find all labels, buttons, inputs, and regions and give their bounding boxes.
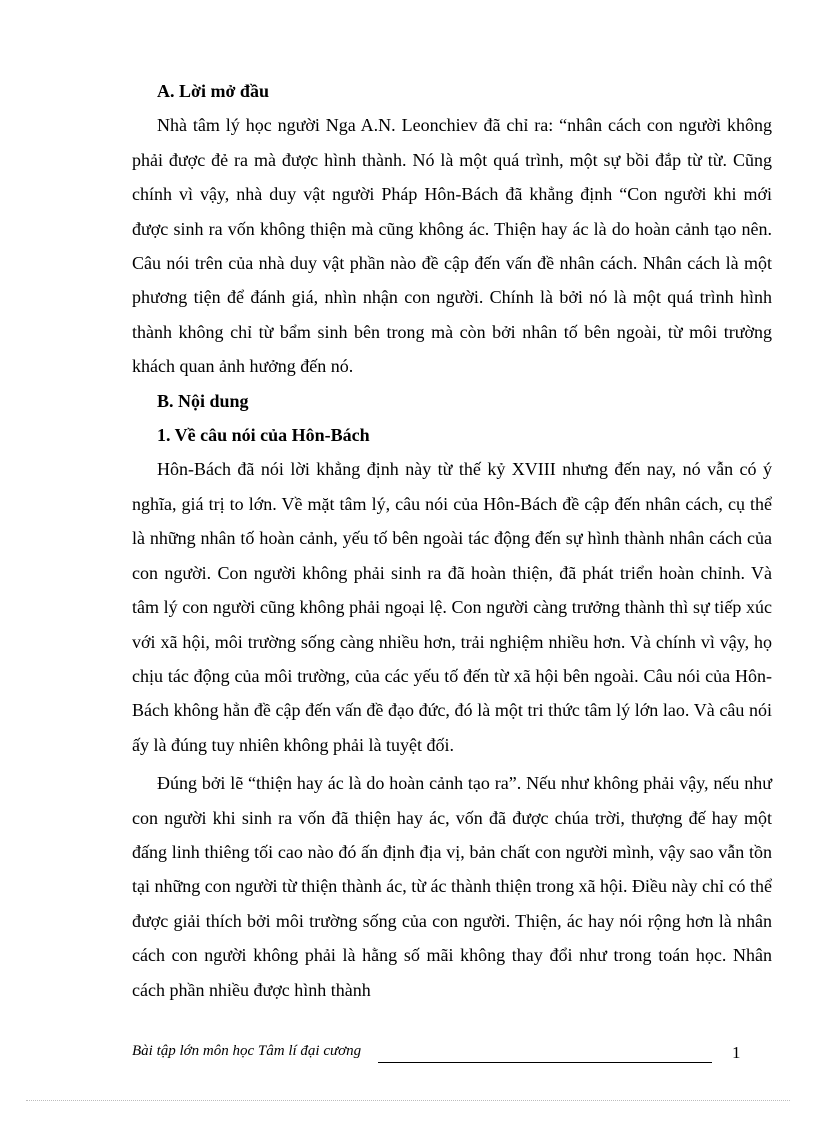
body-paragraph-1: Hôn-Bách đã nói lời khẳng định này từ thế kỷ XVIII nhưng đến nay, nó vẫn có ý nghĩa, giá trị to lớn. Về mặt tâm lý, câu nói của Hôn-Bách đề cập đến nhân cách, cụ thể là những nhân tố hoàn cảnh, yếu tố bên ngoài tác động đến sự hình thành nhân cách của con người. Con người không phải sinh ra đã hoàn thiện, đã phát triển hoàn chỉnh. Và tâm lý con người cũng không phải ngoại lệ. Con người càng trưởng thành thì sự tiếp xúc với xã hội, môi trường sống càng nhiều hơn, trải nghiệm nhiều hơn. Và chính vì vậy, họ chịu tác động của môi trường, của các yếu tố đến từ xã hội bên ngoài. Câu nói của Hôn-Bách không hẳn đề cập đến vấn đề đạo đức, đó là một tri thức tâm lý lớn lao. Và câu nói ấy là đúng tuy nhiên không phải là tuyệt đối. — [132, 459, 772, 755]
page-footer — [132, 1043, 772, 1069]
subsection-1-heading: 1. Về câu nói của Hôn-Bách — [157, 425, 370, 446]
body-paragraph-2: Đúng bởi lẽ “thiện hay ác là do hoàn cảnh tạo ra”. Nếu như không phải vậy, nếu như con người khi sinh ra vốn đã thiện hay ác, vốn đã được chúa trời, thượng đế hay một đấng linh thiêng tối cao nào đó ấn định địa vị, bản chất con người mình, vậy sao vẫn tồn tại những con người từ thiện thành ác, từ ác thành thiện trong xã hội. Điều này chỉ có thể được giải thích bởi môi trường sống của con người. Thiện, ác hay nói rộng hơn là nhân cách con người không phải là hằng số mãi không thay đổi như trong toán học. Nhân cách phần nhiều được hình thành — [132, 773, 772, 1000]
page-content — [132, 74, 772, 1007]
section-a-heading: A. Lời mở đầu — [157, 81, 269, 101]
page-number: 1 — [732, 1043, 741, 1062]
section-b-heading: B. Nội dung — [157, 390, 249, 411]
intro-paragraph: Nhà tâm lý học người Nga A.N. Leonchiev đã chỉ ra: “nhân cách con người không phải được đẻ ra mà được hình thành. Nó là một quá trình, một sự bồi đắp từ từ. Cũng chính vì vậy, nhà duy vật người Pháp Hôn-Bách đã khẳng định “Con người khi mới được sinh ra vốn không thiện mà cũng không ác. Thiện hay ác là do hoàn cảnh tạo nên. Câu nói trên của nhà duy vật phần nào đề cập đến vấn đề nhân cách. Nhân cách là một phương tiện để đánh giá, nhìn nhận con người. Chính là bởi nó là một quá trình hình thành không chỉ từ bẩm sinh bên trong mà còn bởi nhân tố bên ngoài, từ môi trường khách quan ảnh hưởng đến nó. — [132, 115, 772, 377]
footer-rule-line — [378, 1062, 712, 1063]
page-bottom-edge — [26, 1100, 790, 1101]
footer-course-label: Bài tập lớn môn học Tâm lí đại cương — [132, 1043, 362, 1059]
